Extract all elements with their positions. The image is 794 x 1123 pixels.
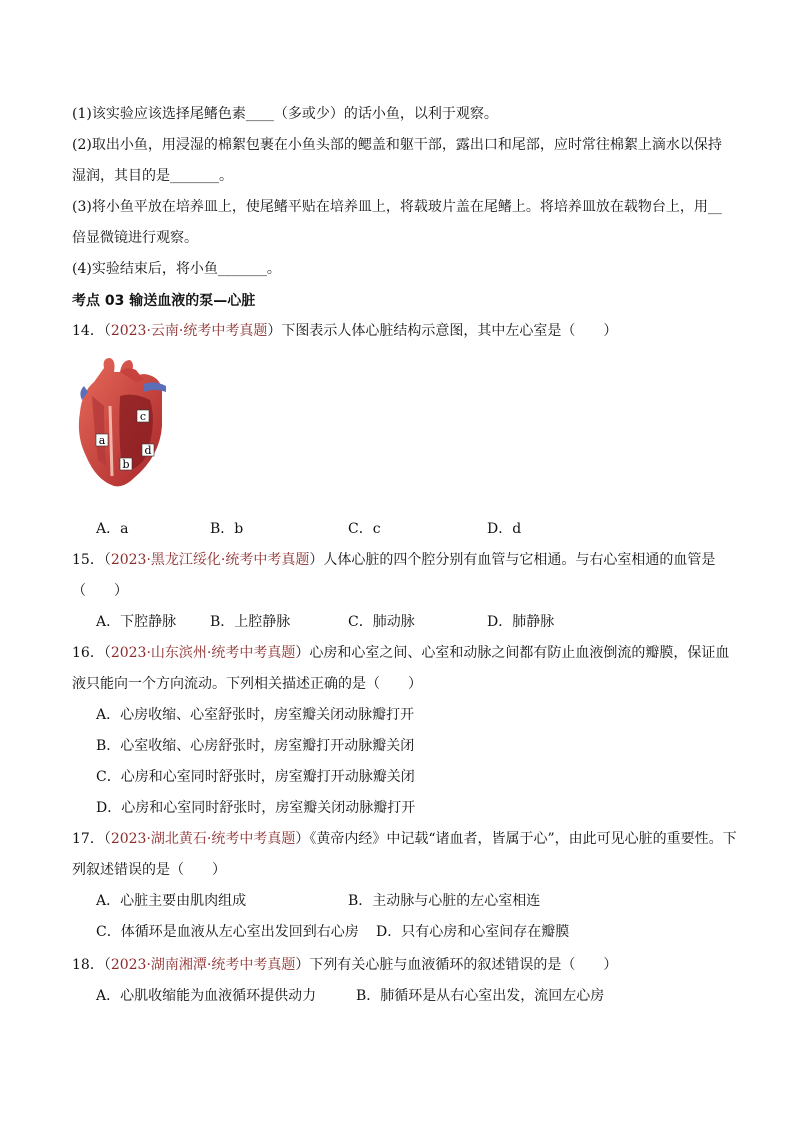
question-14-stem <box>72 321 617 341</box>
question-number: 18．（ <box>72 957 111 973</box>
q16-option-b[interactable]: B．心室收缩、心房舒张时，房室瓣打开动脉瓣关闭 <box>96 738 415 754</box>
question-source: 2023·湖南湘潭·统考中考真题 <box>110 957 296 973</box>
q13-part4: (4)实验结束后，将小鱼_______。 <box>72 261 281 277</box>
question-15-stem <box>72 550 715 570</box>
q17-option-d[interactable]: D．只有心房和心室间存在瓣膜 <box>376 924 570 940</box>
q13-part2-line1: (2)取出小鱼，用浸湿的棉絮包裹在小鱼头部的鳃盖和躯干部，露出口和尾部，应时常往棉絮上滴水以保持 <box>72 137 722 153</box>
question-source: 2023·山东滨州·统考中考真题 <box>110 645 296 661</box>
q18-option-a[interactable]: A．心肌收缩能为血液循环提供动力 <box>96 988 317 1004</box>
q15-option-b[interactable]: B．上腔静脉 <box>210 614 291 630</box>
q17-option-c[interactable]: C．体循环是血液从左心室出发回到右心房 <box>96 924 359 940</box>
q15-option-a[interactable]: A．下腔静脉 <box>96 614 177 630</box>
q18-option-b[interactable]: B．肺循环是从右心室出发，流回左心房 <box>356 988 605 1004</box>
question-18-stem <box>72 955 617 975</box>
label-d: d <box>144 444 152 457</box>
q15-option-c[interactable]: C．肺动脉 <box>348 614 415 630</box>
q14-option-d[interactable]: D．d <box>487 521 522 537</box>
question-17-stem <box>72 829 737 849</box>
question-source: 2023·黑龙江绥化·统考中考真题 <box>110 552 310 568</box>
label-b: b <box>122 458 130 471</box>
q14-option-a[interactable]: A．a <box>96 521 129 537</box>
q13-part3-line2: 倍显微镜进行观察。 <box>72 230 198 246</box>
question-text: ）人体心脏的四个腔分别有血管与它相通。与右心室相通的血管是 <box>309 552 716 568</box>
q13-part1: (1)该实验应该选择尾鳍色素____（多或少）的话小鱼，以利于观察。 <box>72 106 498 122</box>
q16-option-a[interactable]: A．心房收缩、心室舒张时，房室瓣关闭动脉瓣打开 <box>96 707 415 723</box>
question-text: ）下列有关心脏与血液循环的叙述错误的是（ ） <box>295 957 618 973</box>
label-a: a <box>98 434 106 447</box>
q13-part2-line2: 湿润，其目的是_______。 <box>72 168 233 184</box>
question-source: 2023·湖北黄石·统考中考真题 <box>110 831 296 847</box>
section-heading: 考点 03 输送血液的泵—心脏 <box>72 293 256 309</box>
question-number: 14．（ <box>72 323 111 339</box>
q14-option-b[interactable]: B．b <box>210 521 244 537</box>
q16-option-d[interactable]: D．心房和心室同时舒张时，房室瓣关闭动脉瓣打开 <box>96 800 416 816</box>
question-text: ）《黄帝内经》中记载“诸血者，皆属于心”，由此可见心脏的重要性。下 <box>295 831 737 847</box>
question-text: ）心房和心室之间、心室和动脉之间都有防止血液倒流的瓣膜，保证血 <box>295 645 730 661</box>
question-text: ）下图表示人体心脏结构示意图，其中左心室是（ ） <box>267 323 618 339</box>
question-number: 16．（ <box>72 645 111 661</box>
q13-part3-line1: (3)将小鱼平放在培养皿上，使尾鳍平贴在培养皿上，将载玻片盖在尾鳍上。将培养皿放在载物台上，用__ <box>72 199 722 215</box>
question-16-stem-cont: 液只能向一个方向流动。下列相关描述正确的是（ ） <box>72 676 422 692</box>
q15-option-d[interactable]: D．肺静脉 <box>487 614 555 630</box>
question-16-stem <box>72 643 729 663</box>
q17-option-a[interactable]: A．心脏主要由肌肉组成 <box>96 893 247 909</box>
q16-option-c[interactable]: C．心房和心室同时舒张时，房室瓣打开动脉瓣关闭 <box>96 769 415 785</box>
question-number: 15．（ <box>72 552 111 568</box>
question-15-stem-cont: （ ） <box>72 583 128 599</box>
question-17-stem-cont: 列叙述错误的是（ ） <box>72 862 226 878</box>
q17-option-b[interactable]: B．主动脉与心脏的左心室相连 <box>348 893 541 909</box>
heart-diagram <box>74 356 170 492</box>
question-source: 2023·云南·统考中考真题 <box>110 323 268 339</box>
label-c: c <box>139 410 147 423</box>
question-number: 17．（ <box>72 831 111 847</box>
q14-option-c[interactable]: C．c <box>348 521 381 537</box>
